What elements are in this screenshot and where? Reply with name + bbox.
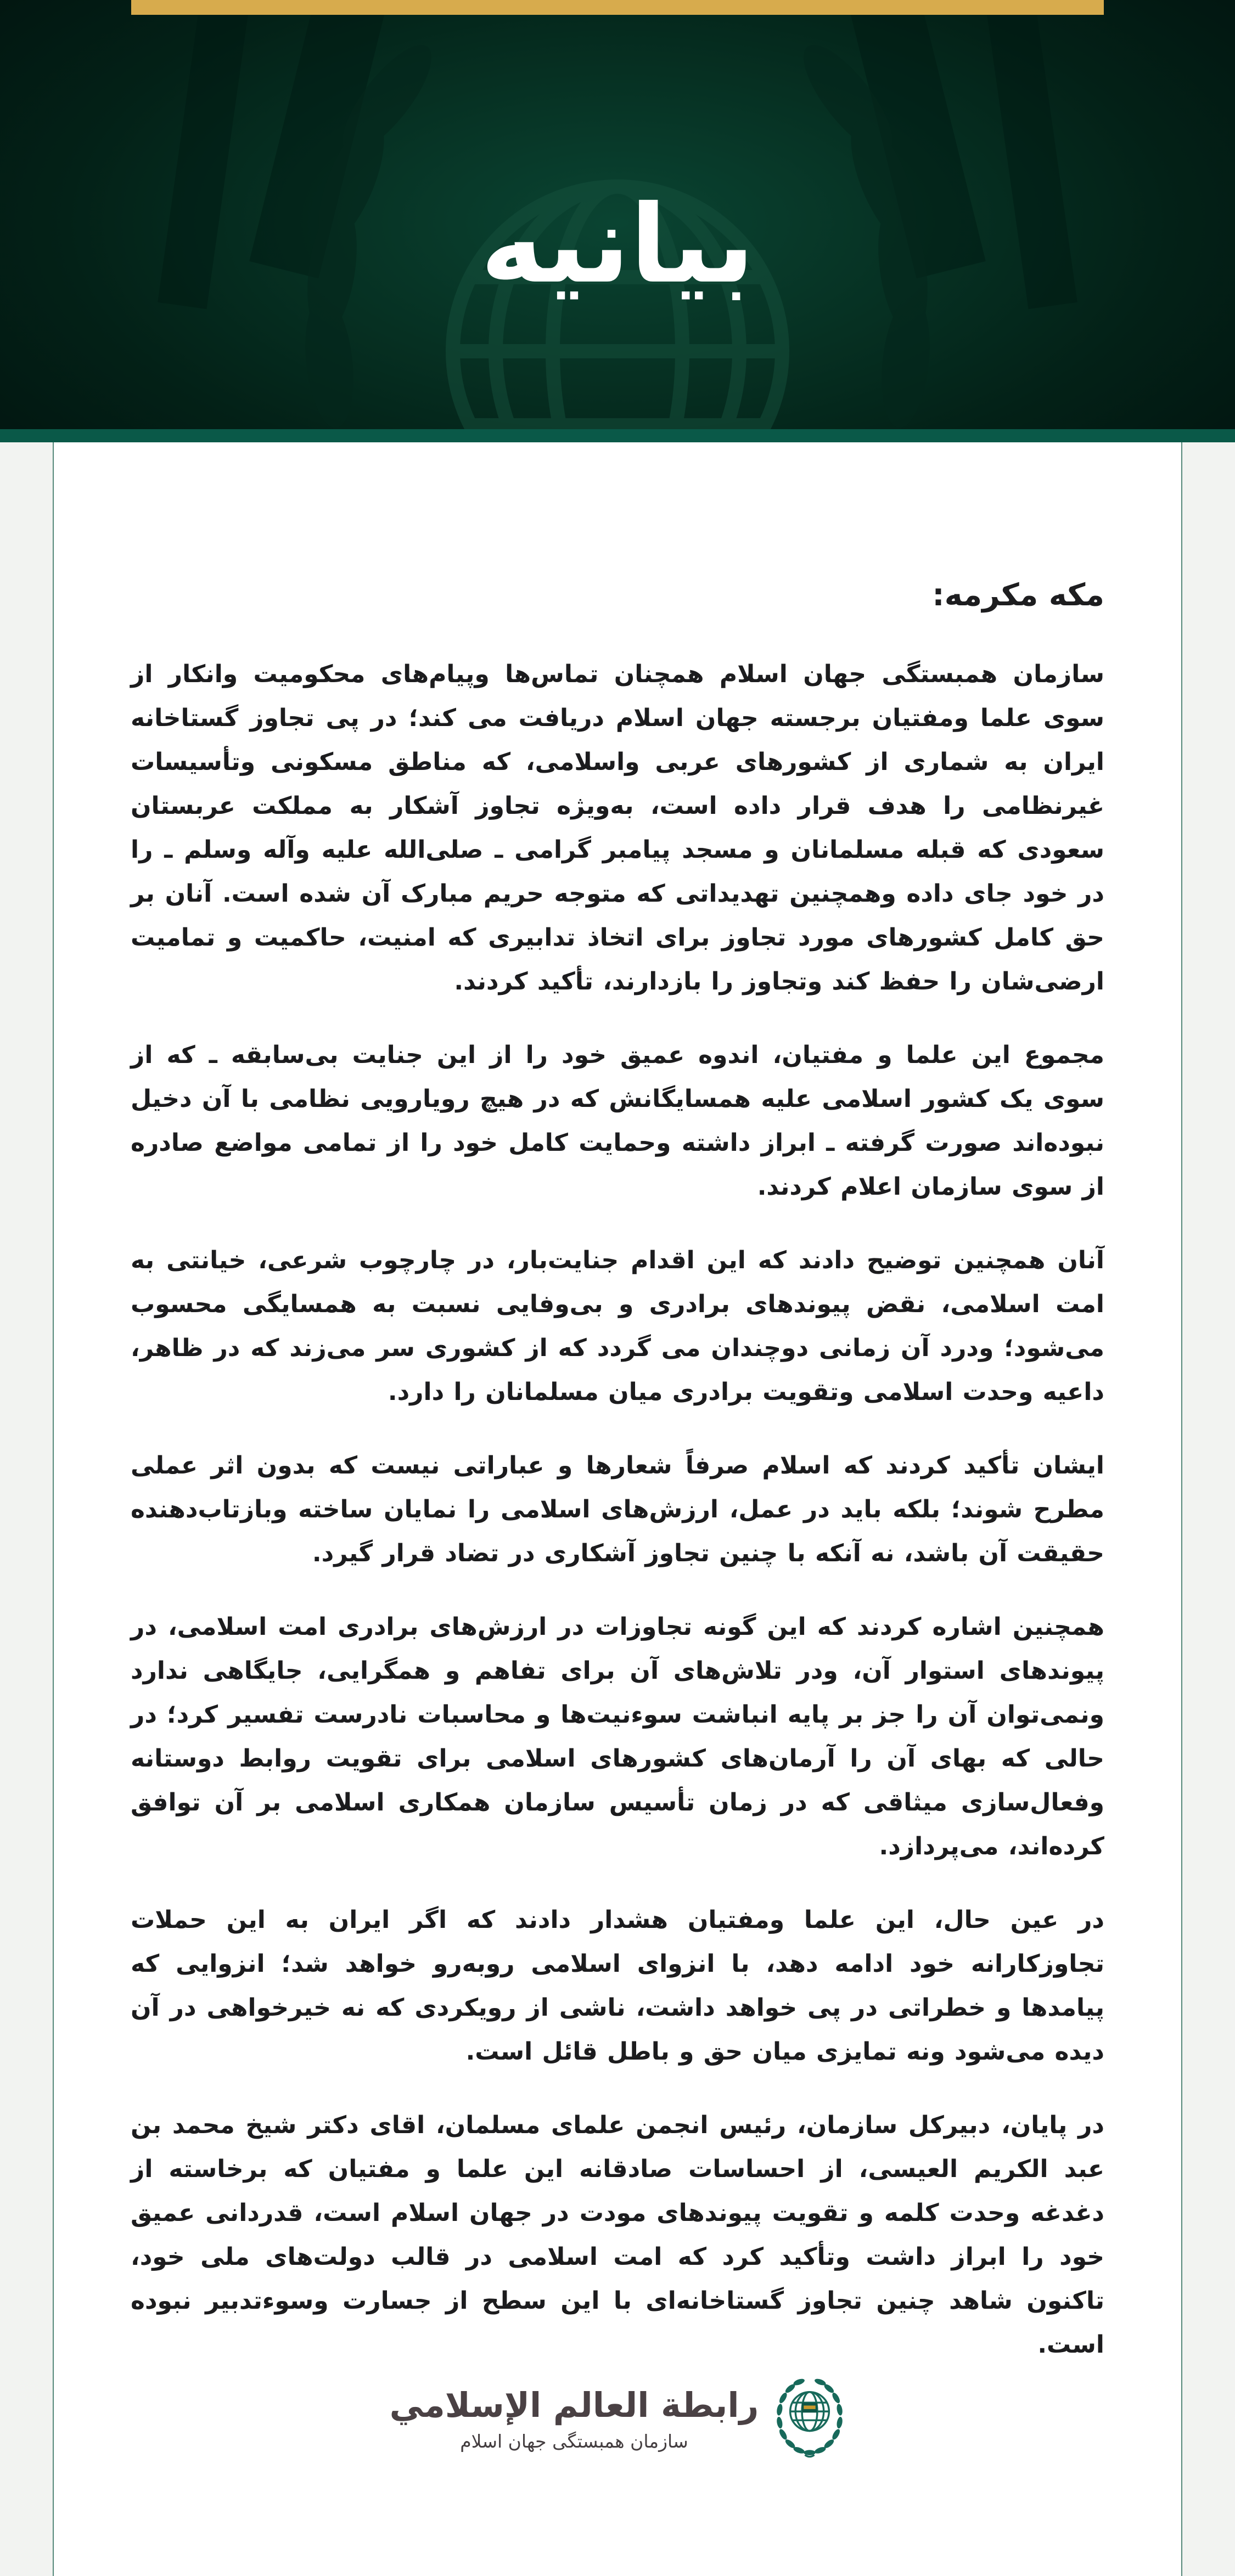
statement-paragraph-4: ایشان تأکید کردند که اسلام صرفاً شعارها و عباراتی نیست که بدون اثر عملی مطرح شوند؛ بلکه باید در عمل، ارزش‌های اسلامی را نمایان ساخته وبازتاب‌دهنده حقیقت آن باشد، نه آنکه با چنین تجاوز آشکاری در تضاد قرار گیرد. — [131, 1452, 1104, 1567]
statement-body — [54, 442, 1181, 2380]
statement-paragraph-1: سازمان همبستگی جهان اسلام همچنان تماس‌ها وپیام‌های محکومیت وانکار از سوی علما ومفتیان برجسته جهان اسلام دریافت می کند؛ در پی تجاوز گستاخانه ایران به شماری از کشورهای عربی واسلامی، که مناطق مسکونی وتأسیسات غیرنظامی را هدف قرار داده است، به‌ویژه تجاوز آشکار به مملکت عربستان سعودی که قبله مسلمانان و مسجد پیامبر گرامی ـ صلی‌الله علیه وآله وسلم ـ را در خود جای داده وهمچنین تهدیداتی که متوجه حریم مبارک آن شده است. آنان بر حق کامل کشورهای مورد تجاوز برای اتخاذ تدابیری که امنیت، حاکمیت و تمامیت ارضی‌شان را حفظ کند وتجاوز را بازدارند، تأکید کردند. — [131, 660, 1104, 995]
logo-text-block — [390, 2385, 759, 2451]
statement-paragraph-5: همچنین اشاره کردند که این گونه تجاوزات در ارزش‌های برادری امت اسلامی، در پیوندهای استوار آن، ودر تلاش‌های آن برای تفاهم و همگرایی، جایگاهی ندارد ونمی‌توان آن را جز بر پایه انباشت سوءنیت‌ها و محاسبات نادرست تفسیر کرد؛ در حالی که بهای آن را آرمان‌های کشورهای اسلامی برای تقویت روابط دوستانه وفعال‌سازی میثاقی که در زمان تأسیس سازمان همکاری اسلامی بر آن توافق کرده‌اند، می‌پردازد. — [131, 1613, 1104, 1860]
mwl-subtitle-text: سازمان همبستگی جهان اسلام — [460, 2430, 688, 2452]
teal-divider — [0, 429, 1235, 442]
mwl-calligraphy-text: رابطة العالم الإسلامي — [389, 2385, 759, 2426]
mwl-emblem-icon — [774, 2377, 845, 2460]
header-banner — [0, 0, 1235, 429]
footer-logo — [0, 2377, 1235, 2460]
page-title: بیانیه — [480, 182, 755, 307]
statement-paragraph-3: آنان همچنین توضیح دادند که این اقدام جنایت‌بار، در چارچوب شرعی، خیانتی به امت اسلامی، نقض پیوندهای برادری و بی‌وفایی نسبت به همسایگی محسوب می‌شود؛ ودرد آن زمانی دوچندان می گردد که از کشوری سر می‌زند که در ظاهر، داعیه وحدت اسلامی وتقویت برادری میان مسلمانان را دارد. — [131, 1246, 1104, 1406]
statement-paragraph-7: در پایان، دبیرکل سازمان، رئیس انجمن علمای مسلمان، اقای دکتر شیخ محمد بن عبد الکریم العیسی، از احساسات صادقانه این علما و مفتیان که برخاسته از دغدغه وحدت کلمه و تقویت پیوندهای مودت در جهان اسلام است، قدردانی عمیق خود را ابراز داشت وتأکید کرد که امت اسلامی در قالب دولت‌های ملی خود، تاکنون شاهد چنین تجاوز گستاخانه‌ای با این سطح از جسارت وسوءتدبیر نبوده است. — [131, 2111, 1104, 2359]
statement-paragraph-2: مجموع این علما و مفتیان، اندوه عمیق خود را از این جنایت بی‌سابقه ـ که از سوی یک کشور اسلامی علیه همسایگانش که در هیچ رویارویی نظامی با آن دخیل نبوده‌اند صورت گرفته ـ ابراز داشته وحمایت کامل خود را از تمامی مواضع صادره از سوی سازمان اعلام کردند. — [131, 1041, 1104, 1201]
statement-paragraph-6: در عین حال، این علما ومفتیان هشدار دادند که اگر ایران به این حملات تجاوزکارانه خود ادامه دهد، با انزوای اسلامی روبه‌رو خواهد شد؛ انزوایی که پیامدها و خطراتی در پی خواهد داشت، ناشی از رویکردی که نه خیرخواهی در آن دیده می‌شود ونه تمایزی میان حق و باطل قائل است. — [131, 1906, 1104, 2066]
doc-heading: مکه مکرمه: — [932, 577, 1104, 613]
document-panel — [53, 442, 1182, 2576]
top-gold-bar — [131, 0, 1104, 15]
